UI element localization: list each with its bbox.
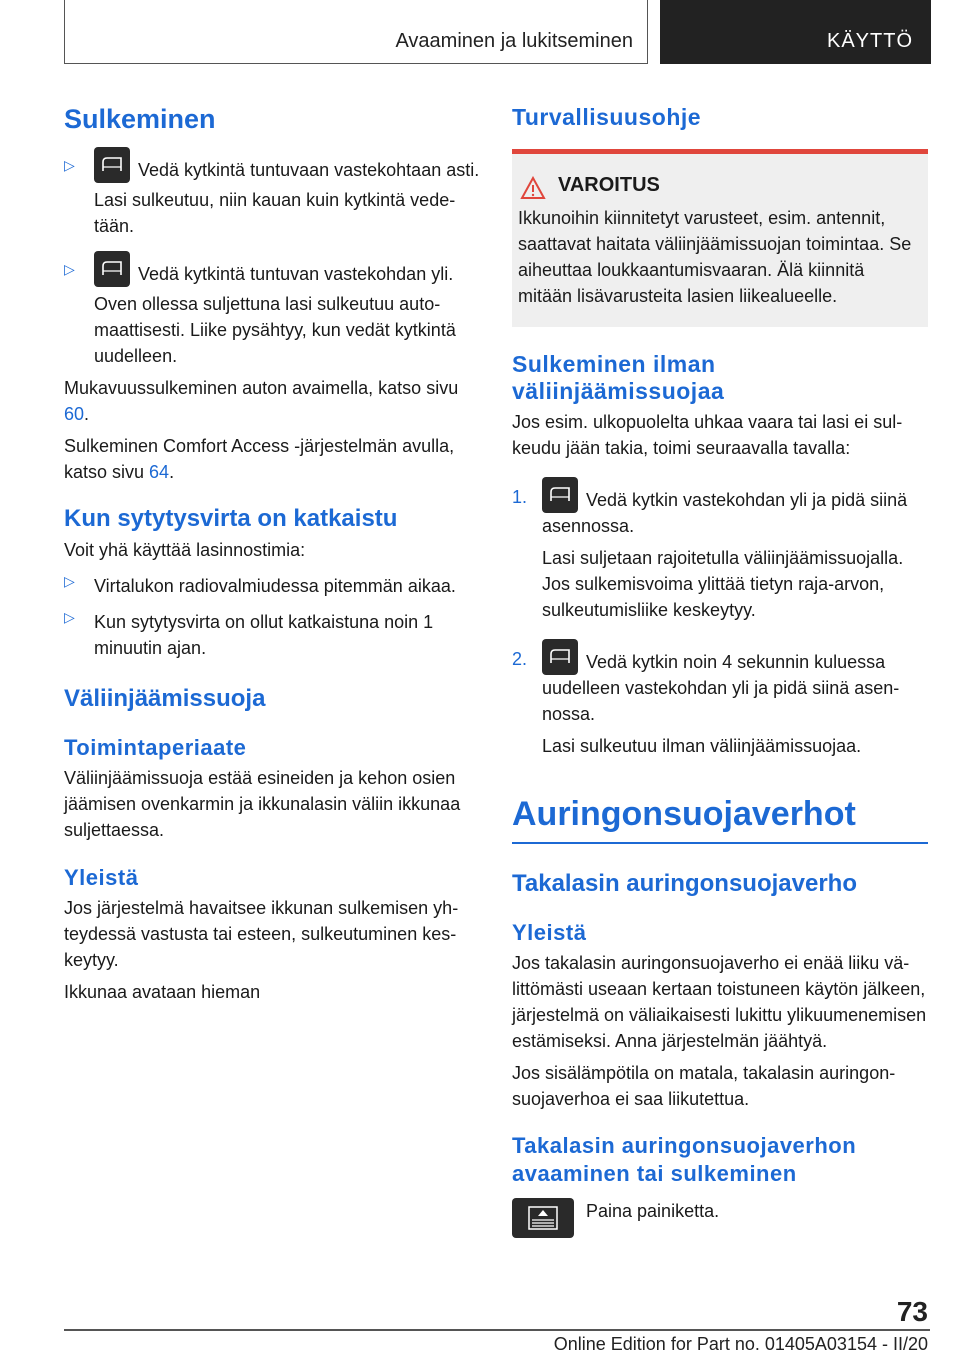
- page-link-64[interactable]: 64: [149, 462, 170, 482]
- warning-title: VAROITUS: [558, 174, 660, 196]
- list-item: [512, 487, 928, 623]
- toim-heading: Toimintaperiaate: [64, 735, 247, 760]
- window-switch-icon: [542, 639, 578, 675]
- window-switch-icon: [94, 147, 130, 183]
- yleista-text: Jos järjestelmä havaitsee ikkunan sulkemisen yhteydessä vastusta tai esteen, sulkeutuminen keskeytyy.: [64, 898, 459, 970]
- warning-text: Ikkunoihin kiinnitetyt varusteet, esim. antennit, saattavat haitata väliinjäämissuojan toimintaa. Se aiheuttaa loukkaantumisvaaran. Älä kiinnitä mitään lisävarusteita lasien liikealueelle.: [518, 208, 912, 306]
- avaa-text: Paina painiketta.: [586, 1200, 720, 1221]
- yleista2-text: Jos takalasin auringonsuojaverho ei enää liiku välittömästi useaan kertaan toistuneen käytön jälkeen, järjestelmä on väliaikaisesti lukittu ylikuumenemisen estämiseksi. Anna järjestelmän jäähtyä.: [512, 952, 927, 1051]
- toim-text: Väliinjäämissuoja estää esineiden ja kehon osien jäämisen ovenkarmin ja ikkunalasin väliin ikkunaa suljettaessa.: [64, 768, 461, 840]
- para2-text: Sulkeminen Comfort Access -järjestelmän avulla, katso sivu: [64, 436, 455, 482]
- header-chapter-box: [660, 0, 931, 64]
- ilman-heading: Sulkeminen ilman väliinjäämissuojaa: [512, 351, 725, 404]
- avaa-heading: Takalasin auringonsuojaverhon avaaminen tai sulkeminen: [512, 1132, 857, 1186]
- comfort-access-paragraph: Sulkeminen Comfort Access -järjestelmän avulla, katso sivu 64.: [64, 436, 455, 482]
- ilman-intro: Jos esim. ulkopuolelta uhkaa vaara tai lasi ei sulkeudu jään takia, toimi seuraavalla tavalla:: [512, 412, 903, 458]
- para1-text: Mukavuussulkeminen auton avaimella, katso sivu: [64, 378, 459, 398]
- avaa-row: [512, 1198, 928, 1238]
- header-chapter-title: KÄYTTÖ: [826, 30, 913, 52]
- heading-rule: [512, 842, 928, 844]
- triangle-bullet-icon: ▷: [64, 609, 75, 625]
- sunblind-button-icon: [512, 1198, 574, 1238]
- kun-intro: Voit yhä käyttää lasinnostimia:: [64, 540, 306, 560]
- step1-sub: Lasi suljetaan rajoitetulla väliinjäämissuojalla. Jos sulkemisvoima ylittää tietyn raja-arvon, sulkeutumisliike keskeytyy.: [542, 548, 904, 620]
- list-item: [64, 573, 480, 599]
- header-section-title: Avaaminen ja lukitseminen: [395, 30, 633, 52]
- yleista-text2: Ikkunaa avataan hieman: [64, 982, 261, 1002]
- kun-item1: Virtalukon radiovalmiudessa pitemmän aikaa.: [94, 576, 456, 596]
- step1-text: Vedä kytkin vastekohdan yli ja pidä siinä asennossa.: [542, 490, 908, 536]
- item2-sub: Oven ollessa suljettuna lasi sulkeutuu automaattisesti. Liike pysähtyy, kun vedät kytkintä uudelleen.: [94, 294, 456, 366]
- step2-sub: Lasi sulkeutuu ilman väliinjäämissuojaa.: [542, 736, 862, 756]
- yleista-heading: Yleistä: [64, 865, 139, 890]
- item2-text: Vedä kytkintä tuntuvan vastekohdan yli.: [138, 264, 454, 284]
- step-number: 2.: [512, 649, 528, 669]
- yleista2-text2: Jos sisälämpötila on matala, takalasin auringonsuojaverhoa ei saa liikutettua.: [512, 1062, 896, 1109]
- item1-sub: Lasi sulkeutuu, niin kauan kuin kytkintä vedetään.: [94, 190, 456, 236]
- kun-heading: Kun sytytysvirta on katkaistu: [64, 505, 398, 532]
- warning-triangle-icon: [520, 176, 546, 205]
- step2-text: Vedä kytkin noin 4 sekunnin kuluessa uudelleen vastekohdan yli ja pidä siinä asennossa.: [542, 652, 900, 724]
- footer-edition: Online Edition for Part no. 01405A03154 - II/20: [553, 1334, 928, 1354]
- header-section-box: [64, 0, 648, 64]
- page-number: 73: [896, 1296, 928, 1327]
- triangle-bullet-icon: ▷: [64, 261, 75, 277]
- left-column: [64, 96, 480, 1005]
- vali-heading: Väliinjäämissuoja: [64, 685, 266, 712]
- comfort-key-paragraph: Mukavuussulkeminen auton avaimella, katso sivu 60.: [64, 378, 459, 424]
- kun-item2: Kun sytytysvirta on ollut katkaistuna noin 1 minuutin ajan.: [94, 612, 434, 658]
- aurinko-heading: Auringonsuojaverhot: [512, 795, 856, 833]
- takalasi-heading: Takalasin auringonsuojaverho: [512, 869, 857, 897]
- item1-text: Vedä kytkintä tuntuvaan vastekohtaan asti.: [138, 160, 480, 180]
- page-link-60[interactable]: 60: [64, 404, 85, 424]
- window-switch-icon: [542, 477, 578, 513]
- sulkeminen-heading: Sulkeminen: [64, 104, 216, 134]
- triangle-bullet-icon: ▷: [64, 573, 75, 589]
- yleista2-heading: Yleistä: [512, 919, 587, 945]
- window-switch-icon: [94, 251, 130, 287]
- list-item: [64, 261, 480, 369]
- step-number: 1.: [512, 487, 528, 507]
- triangle-bullet-icon: ▷: [64, 157, 75, 173]
- list-item: [512, 649, 928, 759]
- warning-box: [512, 149, 928, 327]
- list-item: [64, 157, 480, 239]
- list-item: [64, 609, 480, 661]
- turva-heading: Turvallisuusohje: [512, 104, 702, 130]
- footer-rule: [64, 1329, 930, 1331]
- right-column: [512, 96, 928, 1238]
